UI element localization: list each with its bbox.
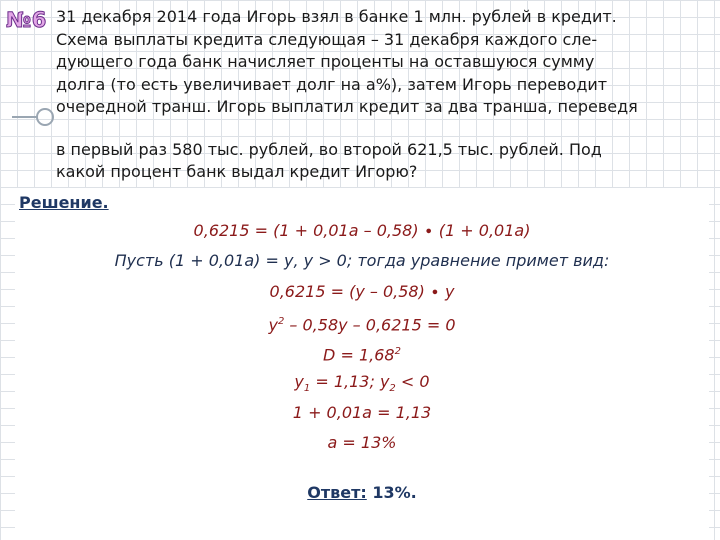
eq5-part: у (294, 372, 304, 392)
equation-roots (15, 367, 709, 397)
eq3-part: – 0,58у – 0,6215 = 0 (284, 315, 456, 335)
problem-line: какой процент банк выдал кредит Игорю? (56, 162, 418, 181)
solution-steps (15, 216, 709, 458)
answer-line (15, 483, 709, 502)
eq5-part: < 0 (395, 372, 430, 392)
problem-line: очередной транш. Игорь выплатил кредит за два транша, переведя (56, 97, 638, 116)
eq4-exponent: 2 (394, 346, 401, 358)
eq5-part: = 1,13; у (310, 372, 390, 392)
solution-panel (15, 188, 709, 540)
solution-heading: Решение. (19, 193, 109, 212)
equation-result: а = 13% (327, 433, 397, 453)
problem-statement (56, 6, 712, 184)
equation-3 (15, 307, 709, 337)
problem-line: долга (то есть увеличивает долг на а%), затем Игорь переводит (56, 74, 608, 94)
substitution-text: Пусть (1 + 0,01а) = у, у > 0; тогда уравнение примет вид: (114, 251, 610, 271)
equation-discriminant (15, 337, 709, 367)
problem-line: дующего года банк начисляет проценты на оставшуюся сумму (56, 52, 595, 71)
eq3-part: у (268, 315, 278, 335)
eq5-index: 1 (303, 383, 311, 395)
paragraph-gap (56, 119, 712, 139)
problem-line: в первый раз 580 тыс. рублей, во второй 621,5 тыс. рублей. Под (56, 139, 602, 159)
answer-label: Ответ: (307, 483, 367, 502)
equation-2: 0,6215 = (у – 0,58) ∙ у (269, 281, 455, 301)
answer-value: 13%. (366, 483, 417, 502)
problem-line: 31 декабря 2014 года Игорь взял в банке 1 млн. рублей в кредит. (56, 7, 617, 26)
equation-6: 1 + 0,01а = 1,13 (292, 402, 432, 422)
eq4-part: D = 1,68 (323, 345, 395, 365)
problem-line: Схема выплаты кредита следующая – 31 декабря каждого сле- (56, 29, 598, 49)
eq3-exponent: 2 (277, 315, 285, 327)
binder-ring (36, 108, 54, 126)
equation-1: 0,6215 = (1 + 0,01а – 0,58) ∙ (1 + 0,01а) (193, 221, 531, 240)
problem-number: №6 (6, 8, 47, 32)
eq5-index: 2 (389, 383, 396, 395)
